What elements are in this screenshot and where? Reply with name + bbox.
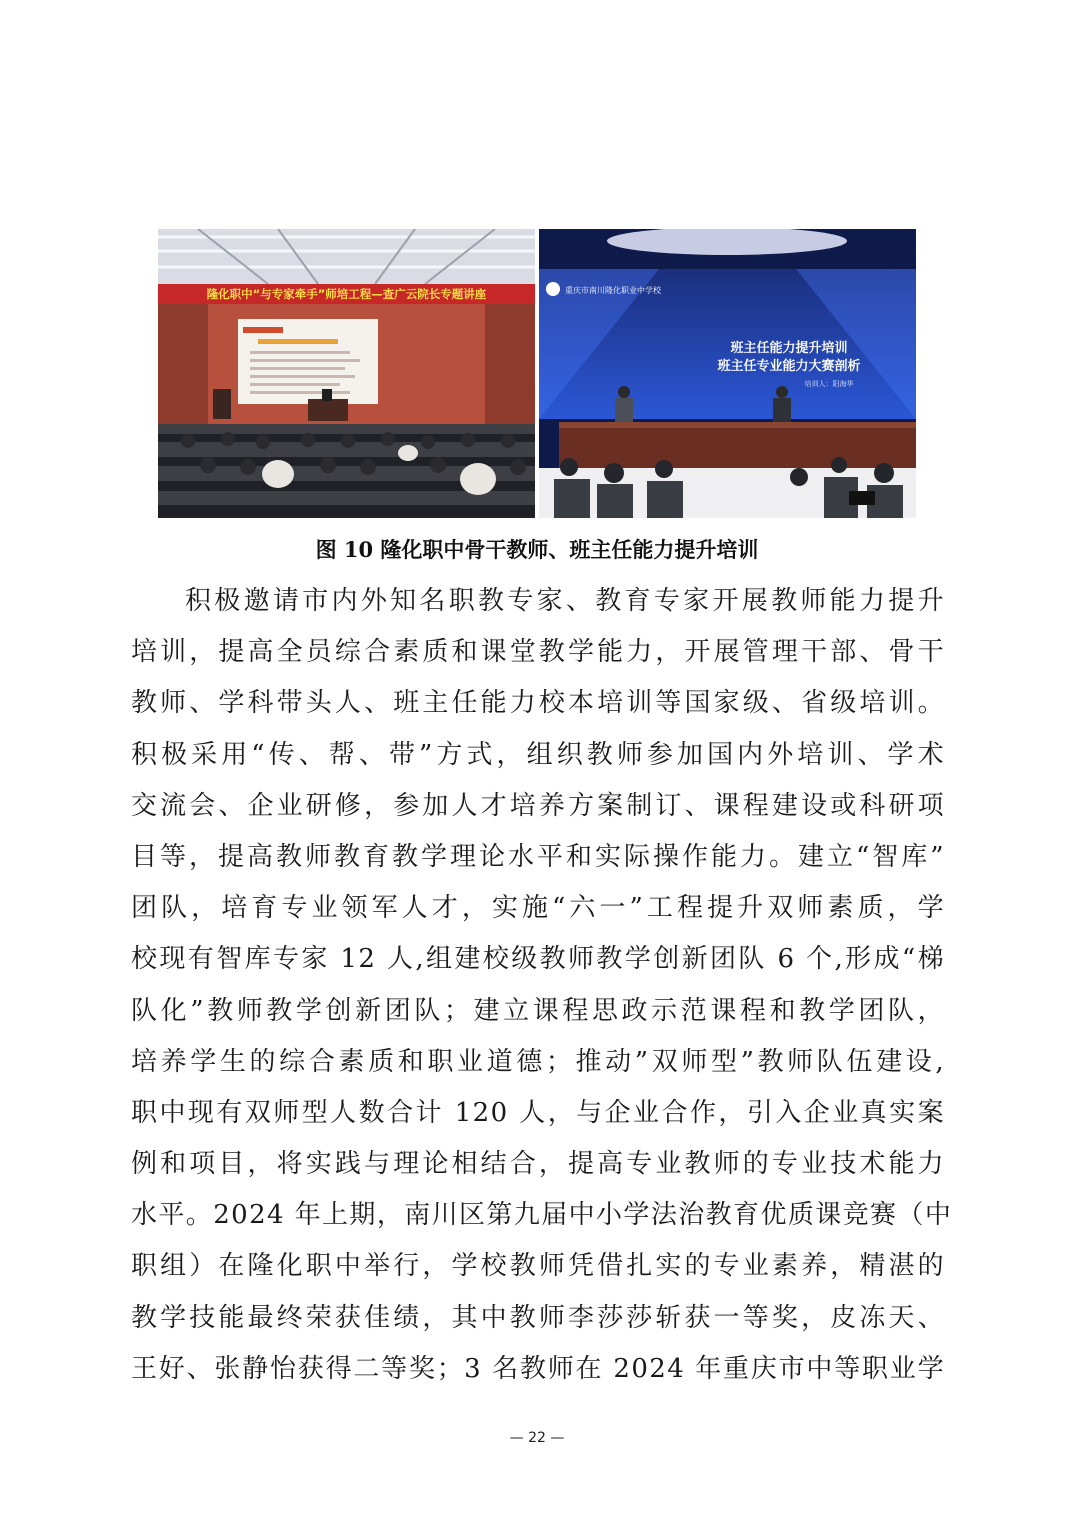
lecture-hall-photo: [158, 229, 535, 518]
page-number: — 22 —: [509, 1430, 565, 1446]
body-line: 积极邀请市内外知名职教专家、教育专家开展教师能力提升: [185, 586, 945, 616]
screen-presenter: 培训人：阳海华: [804, 380, 854, 388]
body-line: 教学技能最终荣获佳绩，其中教师李莎莎斩获一等奖，皮冻天、: [131, 1302, 945, 1333]
lecture-banner-text: 隆化职中“与专家牵手”师培工程—查广云院长专题讲座: [206, 287, 487, 301]
body-line: 团队，培育专业领军人才，实施“六一”工程提升双师素质，学: [131, 893, 945, 924]
body-line: 教师、学科带头人、班主任能力校本培训等国家级、省级培训。: [131, 688, 945, 719]
body-line: 职组）在隆化职中举行，学校教师凭借扎实的专业素养，精湛的: [131, 1251, 945, 1282]
screen-title-1: 班主任能力提升培训: [730, 341, 848, 356]
body-line: 培训，提高全员综合素质和课堂教学能力，开展管理干部、骨干: [131, 637, 945, 668]
school-logo-text: 重庆市南川隆化职业中学校: [565, 286, 661, 295]
body-line: 水平。2024 年上期，南川区第九届中小学法治教育优质课竞赛（中: [131, 1200, 953, 1231]
body-line: 校现有智库专家 12 人,组建校级教师教学创新团队 6 个,形成“梯: [131, 944, 945, 975]
lecture-hall-image: [158, 229, 535, 518]
body-paragraph: [131, 576, 953, 1395]
body-line: 培养学生的综合素质和职业道德；推动”双师型”教师队伍建设,: [131, 1046, 945, 1077]
figure-caption: 图 10 隆化职中骨干教师、班主任能力提升培训: [315, 537, 759, 562]
figure-photos: [158, 229, 916, 518]
body-line: 交流会、企业研修，参加人才培养方案制订、课程建设或科研项: [131, 790, 945, 821]
body-line: 职中现有双师型人数合计 120 人，与企业合作，引入企业真实案: [131, 1097, 945, 1128]
training-stage-photo: [539, 229, 916, 518]
training-stage-image: [539, 229, 916, 518]
body-line: 积极采用“传、帮、带”方式，组织教师参加国内外培训、学术: [131, 739, 945, 770]
body-line: 例和项目，将实践与理论相结合，提高专业教师的专业技术能力: [131, 1149, 945, 1180]
body-line: 王好、张静怡获得二等奖；3 名教师在 2024 年重庆市中等职业学: [131, 1353, 945, 1384]
body-line: 队化”教师教学创新团队；建立课程思政示范课程和教学团队，: [131, 995, 945, 1026]
body-line: 目等，提高教师教育教学理论水平和实际操作能力。建立“智库”: [131, 841, 945, 872]
screen-title-2: 班主任专业能力大赛剖析: [717, 359, 861, 374]
